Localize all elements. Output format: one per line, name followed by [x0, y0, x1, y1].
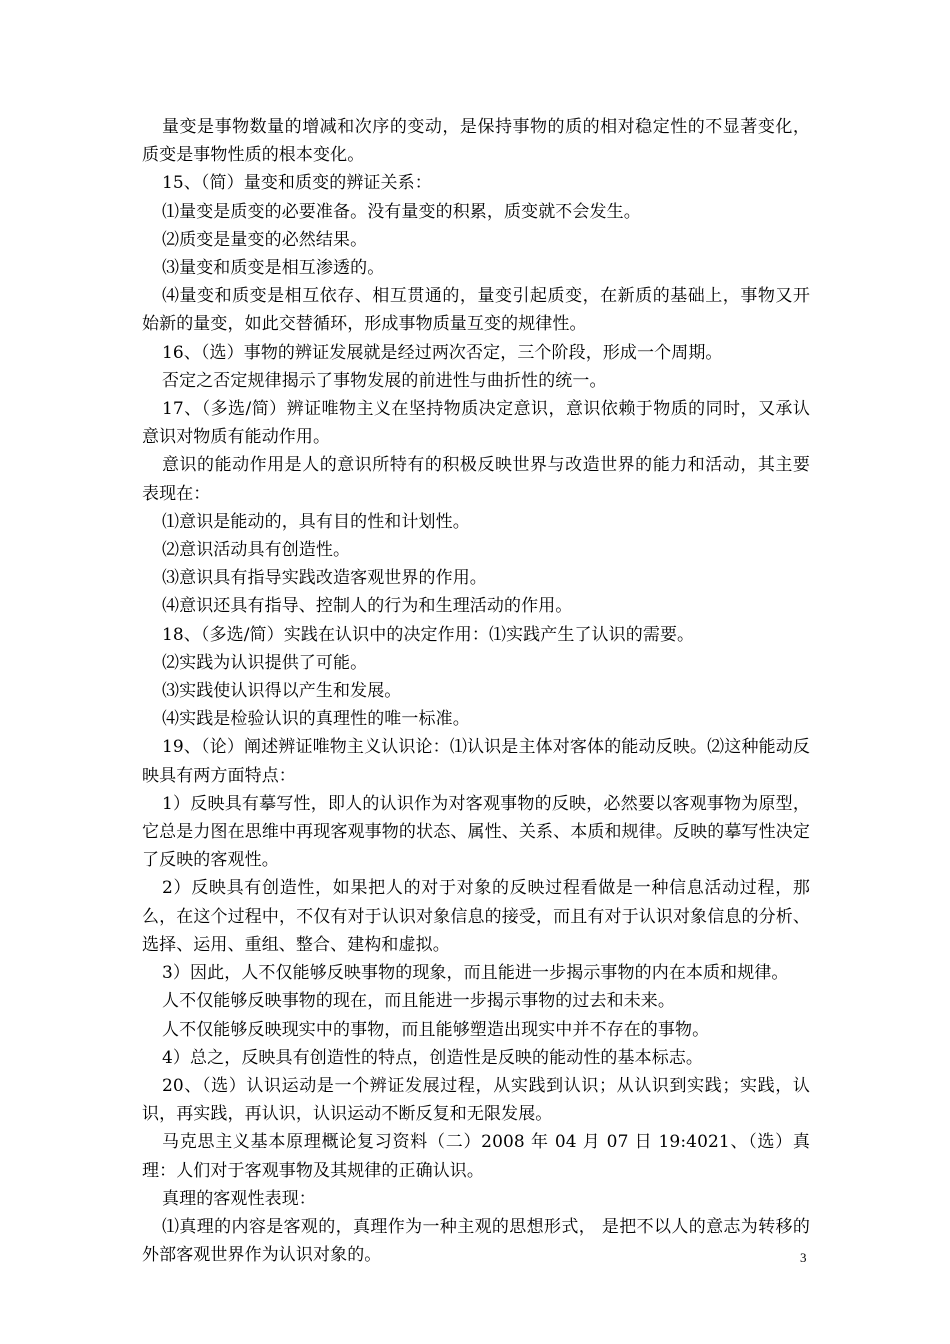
paragraph: ⑵实践为认识提供了可能。 [162, 652, 368, 673]
paragraph: 4）总之，反映具有创造性的特点，创造性是反映的能动性的基本标志。 [162, 1047, 704, 1068]
paragraph: 量变是事物数量的增减和次序的变动，是保持事物的质的相对稳定性的不显著变化，质变是事物性质的根本变化。 [142, 117, 810, 166]
paragraph: ⑵质变是量变的必然结果。 [162, 229, 368, 250]
page-number: 3 [800, 1250, 807, 1265]
document-body [142, 113, 810, 1269]
paragraph: ⑶实践使认识得以产生和发展。 [162, 681, 402, 702]
paragraph: ⑷意识还具有指导、控制人的行为和生理活动的作用。 [162, 596, 573, 617]
paragraph: 3）因此，人不仅能够反映事物的现象，而且能进一步揭示事物的内在本质和规律。 [162, 963, 789, 984]
paragraph: 意识的能动作用是人的意识所特有的积极反映世界与改造世界的能力和活动，其主要表现在： [142, 455, 810, 504]
paragraph: ⑶量变和质变是相互渗透的。 [162, 258, 385, 279]
paragraph: 人不仅能够反映现实中的事物，而且能够塑造出现实中并不存在的事物。 [162, 1019, 710, 1040]
paragraph: 18、（多选/简）实践在认识中的决定作用：⑴实践产生了认识的需要。 [162, 624, 695, 645]
paragraph: 人不仅能够反映事物的现在，而且能进一步揭示事物的过去和未来。 [162, 991, 675, 1012]
paragraph: 真理的客观性表现： [162, 1188, 316, 1209]
paragraph: ⑷量变和质变是相互依存、相互贯通的，量变引起质变，在新质的基础上，事物又开始新的量变，如此交替循环，形成事物质量互变的规律性。 [142, 286, 810, 335]
paragraph: ⑴真理的内容是客观的，真理作为一种主观的思想形式， 是把不以人的意志为转移的外部客观世界作为认识对象的。 [142, 1216, 810, 1266]
paragraph: 1）反映具有摹写性，即人的认识作为对客观事物的反映，必然要以客观事物为原型，它总是力图在思维中再现客观事物的状态、属性、关系、本质和规律。反映的摹写性决定了反映的客观性。 [142, 793, 810, 871]
paragraph: 19、（论）阐述辨证唯物主义认识论：⑴认识是主体对客体的能动反映。⑵这种能动反映具有两方面特点： [142, 737, 810, 786]
paragraph: ⑵意识活动具有创造性。 [162, 540, 351, 561]
paragraph: 20、（选）认识运动是一个辨证发展过程，从实践到认识；从认识到实践；实践，认识，再实践，再认识，认识运动不断反复和无限发展。 [142, 1075, 810, 1125]
paragraph: 15、（简）量变和质变的辨证关系： [162, 173, 432, 194]
paragraph: ⑷实践是检验认识的真理性的唯一标准。 [162, 709, 470, 730]
paragraph: ⑴意识是能动的，具有目的性和计划性。 [162, 511, 470, 532]
paragraph: ⑴量变是质变的必要准备。没有量变的积累，质变就不会发生。 [162, 201, 641, 222]
paragraph: 否定之否定规律揭示了事物发展的前进性与曲折性的统一。 [162, 370, 607, 391]
paragraph: 16、（选）事物的辨证发展就是经过两次否定，三个阶段，形成一个周期。 [162, 342, 723, 363]
paragraph: 17、（多选/简）辨证唯物主义在坚持物质决定意识，意识依赖于物质的同时，又承认意识对物质有能动作用。 [142, 399, 810, 448]
paragraph: ⑶意识具有指导实践改造客观世界的作用。 [162, 568, 487, 589]
paragraph: 2）反映具有创造性，如果把人的对于对象的反映过程看做是一种信息活动过程，那么，在这个过程中，不仅有对于认识对象信息的接受，而且有对于认识对象信息的分析、选择、运用、重组、整合、建构和虚拟。 [142, 878, 810, 955]
paragraph: 马克思主义基本原理概论复习资料（二）2008 年 04 月 07 日 19:4021、（选）真理：人们对于客观事物及其规律的正确认识。 [142, 1132, 810, 1181]
